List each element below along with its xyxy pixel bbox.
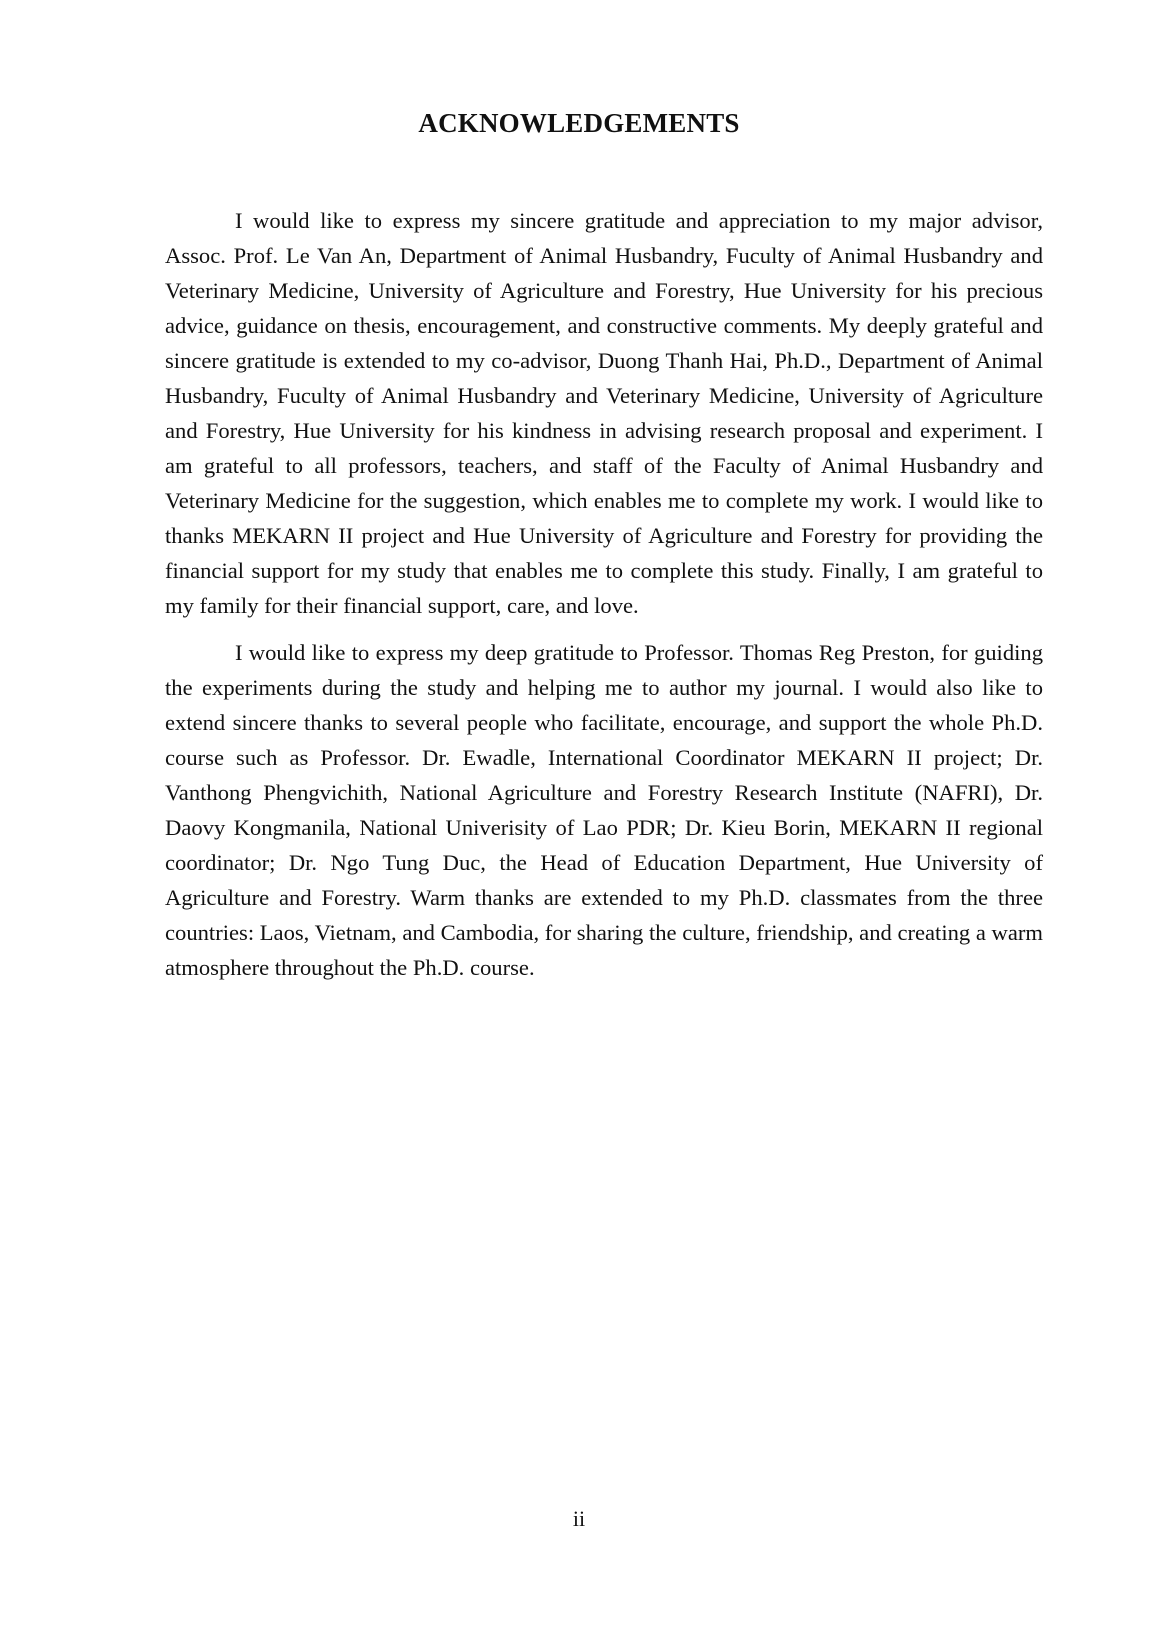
- page-title: ACKNOWLEDGEMENTS: [418, 108, 740, 138]
- paragraph-advisors: I would like to express my sincere gratitude and appreciation to my major advisor, Assoc. Prof. Le Van An, Department of Animal Husbandry, Fuculty of Animal Husbandry and Veterinary Medicine, University of Agriculture and Forestry, Hue University for his precious advice, guidance on thesis, encouragement, and constructive comments. My deeply grateful and sincere gratitude is extended to my co-advisor, Duong Thanh Hai, Ph.D., Department of Animal Husbandry, Fuculty of Animal Husbandry and Veterinary Medicine, University of Agriculture and Forestry, Hue University for his kindness in advising research proposal and experiment. I am grateful to all professors, teachers, and staff of the Faculty of Animal Husbandry and Veterinary Medicine for the suggestion, which enables me to complete my work. I would like to thanks MEKARN II project and Hue University of Agriculture and Forestry for providing the financial support for my study that enables me to complete this study. Finally, I am grateful to my family for their financial support, care, and love.: [165, 208, 1043, 618]
- paragraph-supporters: I would like to express my deep gratitude to Professor. Thomas Reg Preston, for guiding the experiments during the study and helping me to author my journal. I would also like to extend sincere thanks to several people who facilitate, encourage, and support the whole Ph.D. course such as Professor. Dr. Ewadle, International Coordinator MEKARN II project; Dr. Vanthong Phengvichith, National Agriculture and Forestry Research Institute (NAFRI), Dr. Daovy Kongmanila, National Univerisity of Lao PDR; Dr. Kieu Borin, MEKARN II regional coordinator; Dr. Ngo Tung Duc, the Head of Education Department, Hue University of Agriculture and Forestry. Warm thanks are extended to my Ph.D. classmates from the three countries: Laos, Vietnam, and Cambodia, for sharing the culture, friendship, and creating a warm atmosphere throughout the Ph.D. course.: [165, 640, 1043, 980]
- acknowledgements-body: [165, 203, 1043, 985]
- page-number: ii: [572, 1506, 586, 1531]
